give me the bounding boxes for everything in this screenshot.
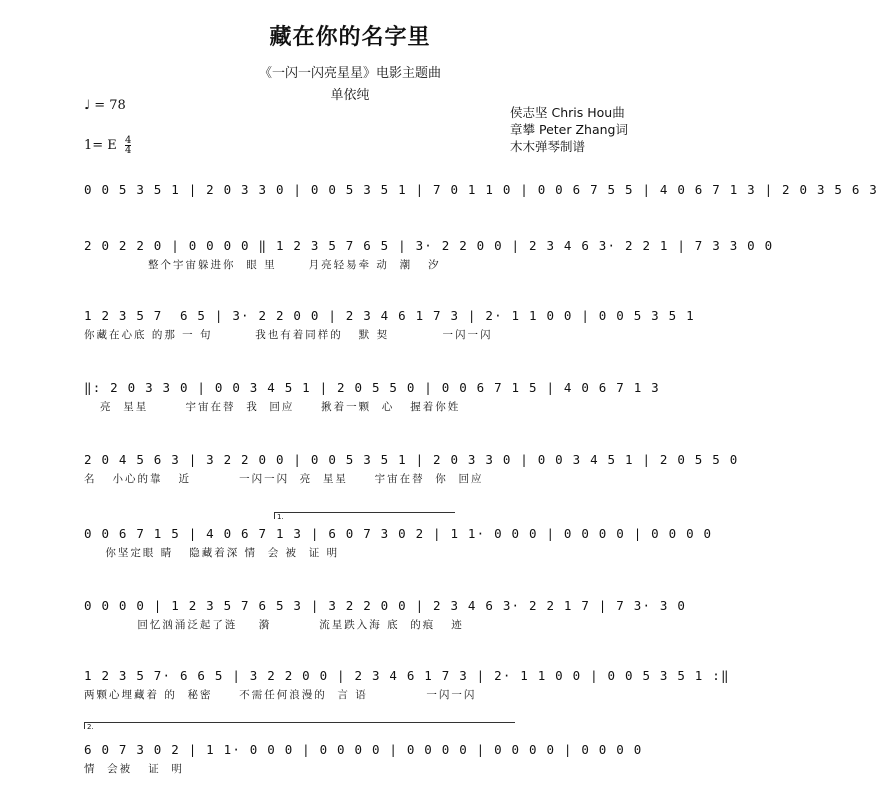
tempo-marking: ♩ = 78 [84, 98, 126, 113]
time-bottom: 4 [124, 145, 132, 156]
lyrics-row-3: 你藏在心底 的那 一 句 我也有着同样的 默 契 一闪一闪 [84, 329, 493, 341]
lyrics-row-4: 亮 星星 宇宙在替 我 回应 揪着一颗 心 握着你姓 [84, 401, 461, 413]
credits-block [510, 104, 628, 155]
notes-row-5: 2 0 4 5 6 3 | 3 2 2 0 0 | 0 0 5 3 5 1 | 2 0 3 3 0 | 0 0 3 4 5 1 | 2 0 5 5 0 [84, 452, 739, 467]
lyrics-row-5: 名 小心的靠 近 一闪一闪 亮 星星 宇宙在替 你 回应 [84, 473, 484, 485]
composer-credit: 侯志坚 Chris Hou曲 [510, 105, 625, 120]
lyrics-row-2: 整个宇宙躲进你 眼 里 月亮轻易牵 动 潮 汐 [84, 259, 441, 271]
volta-bracket-1 [274, 512, 455, 519]
lyrics-row-6: 你坚定眼 睛 隐藏着深 情 会 被 证 明 [84, 547, 340, 559]
notes-row-7: 0 0 0 0 | 1 2 3 5 7 6 5 3 | 3 2 2 0 0 | 2 3 4 6 3· 2 2 1 7 | 7 3· 3 0 [84, 598, 687, 613]
key-label: 1= E [84, 138, 117, 153]
notes-row-3: 1 2 3 5 7 6 5 | 3· 2 2 0 0 | 2 3 4 6 1 7 3 | 2· 1 1 0 0 | 0 0 5 3 5 1 [84, 308, 695, 323]
volta-label-2: 2. [87, 723, 94, 731]
time-top: 4 [124, 135, 132, 146]
lyrics-row-1 [84, 200, 624, 218]
notes-row-8: 1 2 3 5 7· 6 6 5 | 3 2 2 0 0 | 2 3 4 6 1 7 3 | 2· 1 1 0 0 | 0 0 5 3 5 1 :‖ [84, 668, 730, 683]
volta-bracket-2 [84, 722, 515, 729]
lyrics-row-8: 两颗心埋藏着 的 秘密 不需任何浪漫的 言 语 一闪一闪 [84, 689, 477, 701]
volta-label-1: 1. [277, 513, 284, 521]
lyricist-credit: 章攀 Peter Zhang词 [510, 122, 628, 137]
song-title: 藏在你的名字里 [269, 25, 431, 50]
notes-row-1: 0 0 5 3 5 1 | 2 0 3 3 0 | 0 0 5 3 5 1 | 7 0 1 1 0 | 0 0 6 7 5 5 | 4 0 6 7 1 3 | 2 0 3 5 6 3 [84, 182, 878, 197]
singer-name: 单依纯 [330, 88, 370, 103]
key-signature [84, 136, 131, 155]
arranger-credit: 木木弹琴制谱 [510, 139, 586, 154]
lyrics-row-9: 情 会被 证 明 [84, 763, 184, 775]
song-subtitle: 《一闪一闪亮星星》电影主题曲 [258, 66, 441, 81]
notes-row-6: 0 0 6 7 1 5 | 4 0 6 7 1 3 | 6 0 7 3 0 2 | 1 1· 0 0 0 | 0 0 0 0 | 0 0 0 0 [84, 526, 713, 541]
notes-row-4: ‖: 2 0 3 3 0 | 0 0 3 4 5 1 | 2 0 5 5 0 | 0 0 6 7 1 5 | 4 0 6 7 1 3 [84, 380, 660, 395]
notes-row-2: 2 0 2 2 0 | 0 0 0 0 ‖ 1 2 3 5 7 6 5 | 3· 2 2 0 0 | 2 3 4 6 3· 2 2 1 | 7 3 3 0 0 [84, 238, 774, 253]
lyrics-row-7: 回忆汹涌泛起了涟 漪 流星跌入海 底 的痕 迹 [84, 619, 464, 631]
notes-row-9: 6 0 7 3 0 2 | 1 1· 0 0 0 | 0 0 0 0 | 0 0 0 0 | 0 0 0 0 | 0 0 0 0 [84, 742, 643, 757]
time-signature [125, 136, 131, 155]
